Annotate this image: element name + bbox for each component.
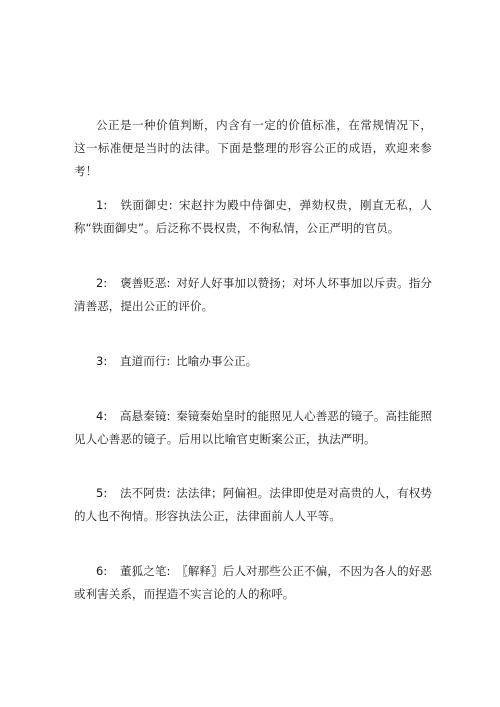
item-term: 铁面御史: [120,198,173,212]
idiom-item [74,560,432,606]
item-term: 直道而行: [120,354,171,368]
idiom-item [74,350,432,373]
idiom-item [74,405,432,451]
item-definition: 对好人好事加以赞扬；对坏人坏事加以斥责。指分清善恶，提出公正的评价。 [74,276,432,313]
item-term: 高悬秦镜: [120,409,171,423]
item-definition: 宋赵抃为殿中侍御史，弹劾权贵，刚直无私，人称“铁面御史”。后泛称不畏权贵，不徇私情，公正严明的官员。 [74,198,432,235]
idiom-item [74,482,432,528]
item-term: 董狐之笔: [120,564,171,578]
item-definition: 秦镜秦始皇时的能照见人心善恶的镜子。高挂能照见人心善恶的镜子。后用以比喻官吏断案公正，执法严明。 [74,409,432,446]
item-number: 5: [96,486,108,500]
item-definition: 〖解释〗后人对那些公正不偏，不因为各人的好恶或利害关系，而捏造不实言论的人的称呼。 [74,564,432,601]
item-number: 2: [96,276,108,290]
item-term: 法不阿贵: [120,486,171,500]
idiom-item [74,194,432,240]
idiom-item [74,272,432,318]
item-definition: 法法律；阿偏袒。法律即使是对高贵的人，有权势的人也不徇情。形容执法公正，法律面前人人平等。 [74,486,432,523]
item-number: 6: [96,564,108,578]
item-number: 4: [96,409,108,423]
item-number: 1: [96,198,108,212]
item-number: 3: [96,354,108,368]
item-definition: 比喻办事公正。 [176,354,258,368]
item-term: 褒善贬恶: [120,276,171,290]
intro-paragraph: 公正是一种价值判断，内含有一定的价值标准，在常规情况下，这一标准便是当时的法律。下面是整理的形容公正的成语，欢迎来参考！ [74,118,432,178]
